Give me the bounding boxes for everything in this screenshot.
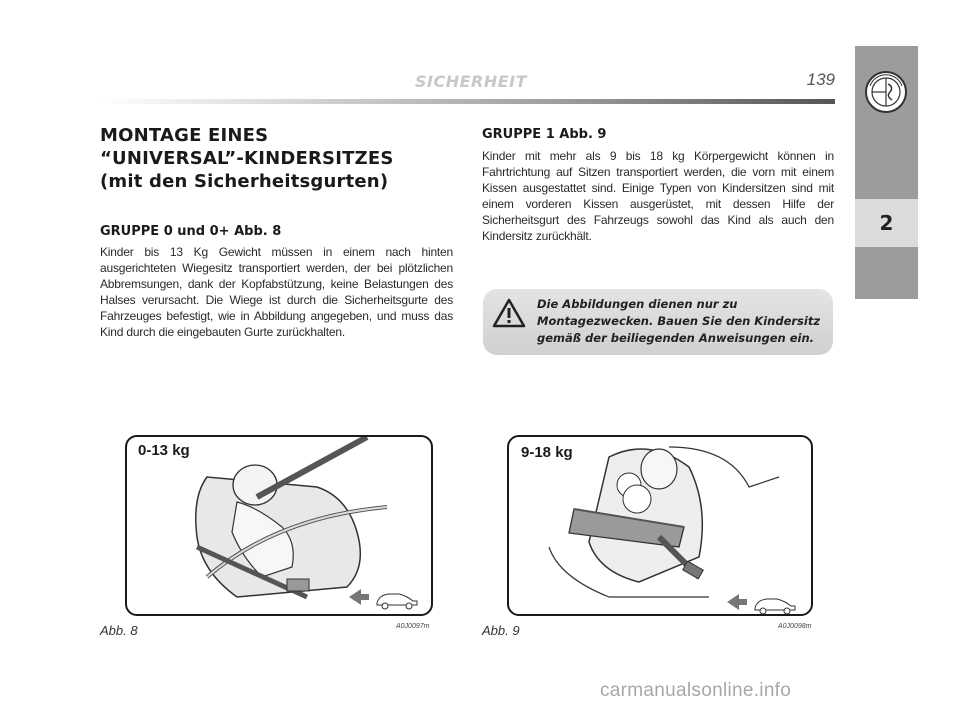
chapter-side-tab-lower [855,247,918,299]
figure-9-caption: Abb. 9 [482,623,520,638]
page-number: 139 [806,70,835,89]
forward-facing-car-icon [727,592,797,616]
warning-triangle-icon [492,298,526,328]
rear-facing-car-icon [349,587,419,611]
alfa-romeo-badge-icon [864,70,908,114]
group-0-heading: GRUPPE 0 und 0+ Abb. 8 [100,224,282,239]
figure-8-caption: Abb. 8 [100,623,138,638]
group-1-text: Kinder mit mehr als 9 bis 18 kg Körpergewicht können in Fahrtrichtung auf Sitzen transportiert werden, die vorn mit einem Kissen ausgestattet sind. Einige Typen von Kindersitzen sind mit einem vorderen Kissen ausgerüstet, mit dessen Hilfe der Sicherheitsgurt des Fahrzeugs sowohl das Kind als auch den Kindersitz zurückhält. [482,149,834,243]
warning-text: Die Abbildungen dienen nur zu Montagezwecken. Bauen Sie den Kindersitz gemäß der beiliegenden Anweisungen ein. [537,297,821,345]
main-heading-line: MONTAGE EINES [100,125,269,146]
group-0-text: Kinder bis 13 Kg Gewicht müssen in einem nach hinten ausgerichteten Wiegesitz transportiert werden, der bei plötzlichen Abbremsungen, dank der Kopfabstützung, keine Belastungen des Halses verursacht. Die Wiege ist durch die Sicherheitsgurte des Fahrzeuges befestigt, wie in Abbildung angegeben, und muss das Kind durch die eingebauten Gurte zurückhalten. [100,245,453,339]
figure-abb-8 [125,435,433,616]
figure-9-code: A0J0098m [778,623,812,630]
group-1-heading: GRUPPE 1 Abb. 9 [482,127,607,142]
main-heading-line: (mit den Sicherheitsgurten) [100,171,389,192]
forward-facing-seat-illustration [509,437,811,614]
header-rule [100,99,835,104]
main-heading [100,124,460,193]
figure-abb-9 [507,435,813,616]
figure-8-code: A0J0097m [396,623,430,630]
section-title: SICHERHEIT [415,72,528,91]
figure-8-weight-label: 0-13 kg [138,442,190,459]
chapter-number: 2 [855,199,918,247]
main-heading-line: “UNIVERSAL”-KINDERSITZES [100,148,394,169]
figure-9-weight-label: 9-18 kg [521,444,573,461]
watermark: carmanualsonline.info [600,680,792,701]
